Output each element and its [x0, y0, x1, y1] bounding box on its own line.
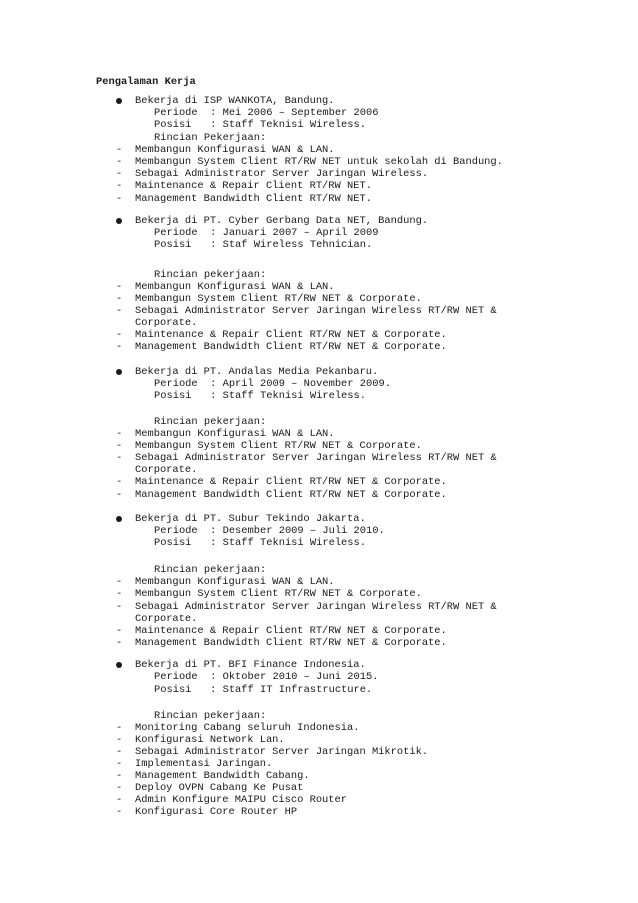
dash-marker: -: [116, 144, 123, 156]
job-periode: Periode : Oktober 2010 – Juni 2015.: [154, 671, 379, 683]
bullet-icon: [116, 98, 122, 104]
job-task-item: Management Bandwidth Client RT/RW NET.: [135, 193, 372, 205]
job-task-item: Membangun Konfigurasi WAN & LAN.: [135, 281, 335, 293]
job-task-item: Corporate.: [135, 464, 198, 476]
dash-marker: -: [116, 576, 123, 588]
job-task-item: Membangun System Client RT/RW NET & Corporate.: [135, 588, 422, 600]
job-task-item: Maintenance & Repair Client RT/RW NET & Corporate.: [135, 476, 447, 488]
job-task-item: Sebagai Administrator Server Jaringan Wireless RT/RW NET &: [135, 305, 497, 317]
dash-marker: -: [116, 305, 123, 317]
job-posisi: Posisi : Staff Teknisi Wireless.: [154, 537, 367, 549]
job-task-item: Admin Konfigure MAIPU Cisco Router: [135, 794, 348, 806]
dash-marker: -: [116, 806, 123, 818]
dash-marker: -: [116, 782, 123, 794]
job-rincian-label: Rincian pekerjaan:: [154, 269, 267, 281]
section-heading: Pengalaman Kerja: [96, 76, 196, 88]
job-task-item: Implementasi Jaringan.: [135, 758, 273, 770]
job-rincian-label: Rincian Pekerjaan:: [154, 132, 267, 144]
job-periode: Periode : Mei 2006 – September 2006: [154, 107, 379, 119]
job-task-item: Management Bandwidth Client RT/RW NET & Corporate.: [135, 341, 447, 353]
job-task-item: Maintenance & Repair Client RT/RW NET & Corporate.: [135, 329, 447, 341]
job-task-item: Membangun Konfigurasi WAN & LAN.: [135, 428, 335, 440]
job-task-item: Sebagai Administrator Server Jaringan Wireless RT/RW NET &: [135, 452, 497, 464]
dash-marker: -: [116, 489, 123, 501]
job-task-item: Membangun Konfigurasi WAN & LAN.: [135, 144, 335, 156]
bullet-icon: [116, 662, 122, 668]
dash-marker: -: [116, 476, 123, 488]
dash-marker: -: [116, 722, 123, 734]
bullet-icon: [116, 369, 122, 375]
job-title: Bekerja di PT. Andalas Media Pekanbaru.: [135, 366, 379, 378]
dash-marker: -: [116, 588, 123, 600]
job-task-item: Deploy OVPN Cabang Ke Pusat: [135, 782, 304, 794]
job-periode: Periode : Desember 2009 – Juli 2010.: [154, 525, 385, 537]
job-task-item: Corporate.: [135, 317, 198, 329]
job-task-item: Management Bandwidth Cabang.: [135, 770, 310, 782]
dash-marker: -: [116, 156, 123, 168]
dash-marker: -: [116, 601, 123, 613]
job-periode: Periode : Januari 2007 – April 2009: [154, 227, 379, 239]
job-title: Bekerja di ISP WANKOTA, Bandung.: [135, 95, 335, 107]
dash-marker: -: [116, 637, 123, 649]
job-task-item: Sebagai Administrator Server Jaringan Wireless.: [135, 168, 429, 180]
job-title: Bekerja di PT. Cyber Gerbang Data NET, Bandung.: [135, 215, 429, 227]
job-task-item: Maintenance & Repair Client RT/RW NET.: [135, 180, 372, 192]
job-posisi: Posisi : Staff IT Infrastructure.: [154, 684, 373, 696]
job-task-item: Maintenance & Repair Client RT/RW NET & Corporate.: [135, 625, 447, 637]
job-task-item: Konfigurasi Network Lan.: [135, 734, 285, 746]
job-rincian-label: Rincian pekerjaan:: [154, 564, 267, 576]
dash-marker: -: [116, 746, 123, 758]
dash-marker: -: [116, 758, 123, 770]
job-task-item: Sebagai Administrator Server Jaringan Wireless RT/RW NET &: [135, 601, 497, 613]
job-task-item: Membangun System Client RT/RW NET & Corporate.: [135, 293, 422, 305]
dash-marker: -: [116, 168, 123, 180]
job-posisi: Posisi : Staf Wireless Tehnician.: [154, 239, 373, 251]
job-task-item: Membangun System Client RT/RW NET & Corporate.: [135, 440, 422, 452]
job-title: Bekerja di PT. Subur Tekindo Jakarta.: [135, 513, 366, 525]
dash-marker: -: [116, 625, 123, 637]
job-rincian-label: Rincian pekerjaan:: [154, 710, 267, 722]
job-task-item: Membangun Konfigurasi WAN & LAN.: [135, 576, 335, 588]
bullet-icon: [116, 218, 122, 224]
job-task-item: Sebagai Administrator Server Jaringan Mikrotik.: [135, 746, 429, 758]
dash-marker: -: [116, 281, 123, 293]
job-posisi: Posisi : Staff Teknisi Wireless.: [154, 390, 367, 402]
job-task-item: Corporate.: [135, 613, 198, 625]
dash-marker: -: [116, 734, 123, 746]
job-rincian-label: Rincian pekerjaan:: [154, 416, 267, 428]
job-task-item: Konfigurasi Core Router HP: [135, 806, 298, 818]
bullet-icon: [116, 516, 122, 522]
dash-marker: -: [116, 329, 123, 341]
job-task-item: Membangun System Client RT/RW NET untuk sekolah di Bandung.: [135, 156, 503, 168]
job-task-item: Management Bandwidth Client RT/RW NET & Corporate.: [135, 489, 447, 501]
job-title: Bekerja di PT. BFI Finance Indonesia.: [135, 659, 366, 671]
dash-marker: -: [116, 440, 123, 452]
dash-marker: -: [116, 428, 123, 440]
job-posisi: Posisi : Staff Teknisi Wireless.: [154, 119, 367, 131]
dash-marker: -: [116, 193, 123, 205]
dash-marker: -: [116, 341, 123, 353]
dash-marker: -: [116, 180, 123, 192]
dash-marker: -: [116, 770, 123, 782]
job-periode: Periode : April 2009 – November 2009.: [154, 378, 391, 390]
job-task-item: Management Bandwidth Client RT/RW NET & Corporate.: [135, 637, 447, 649]
dash-marker: -: [116, 293, 123, 305]
dash-marker: -: [116, 794, 123, 806]
dash-marker: -: [116, 452, 123, 464]
job-task-item: Monitoring Cabang seluruh Indonesia.: [135, 722, 360, 734]
